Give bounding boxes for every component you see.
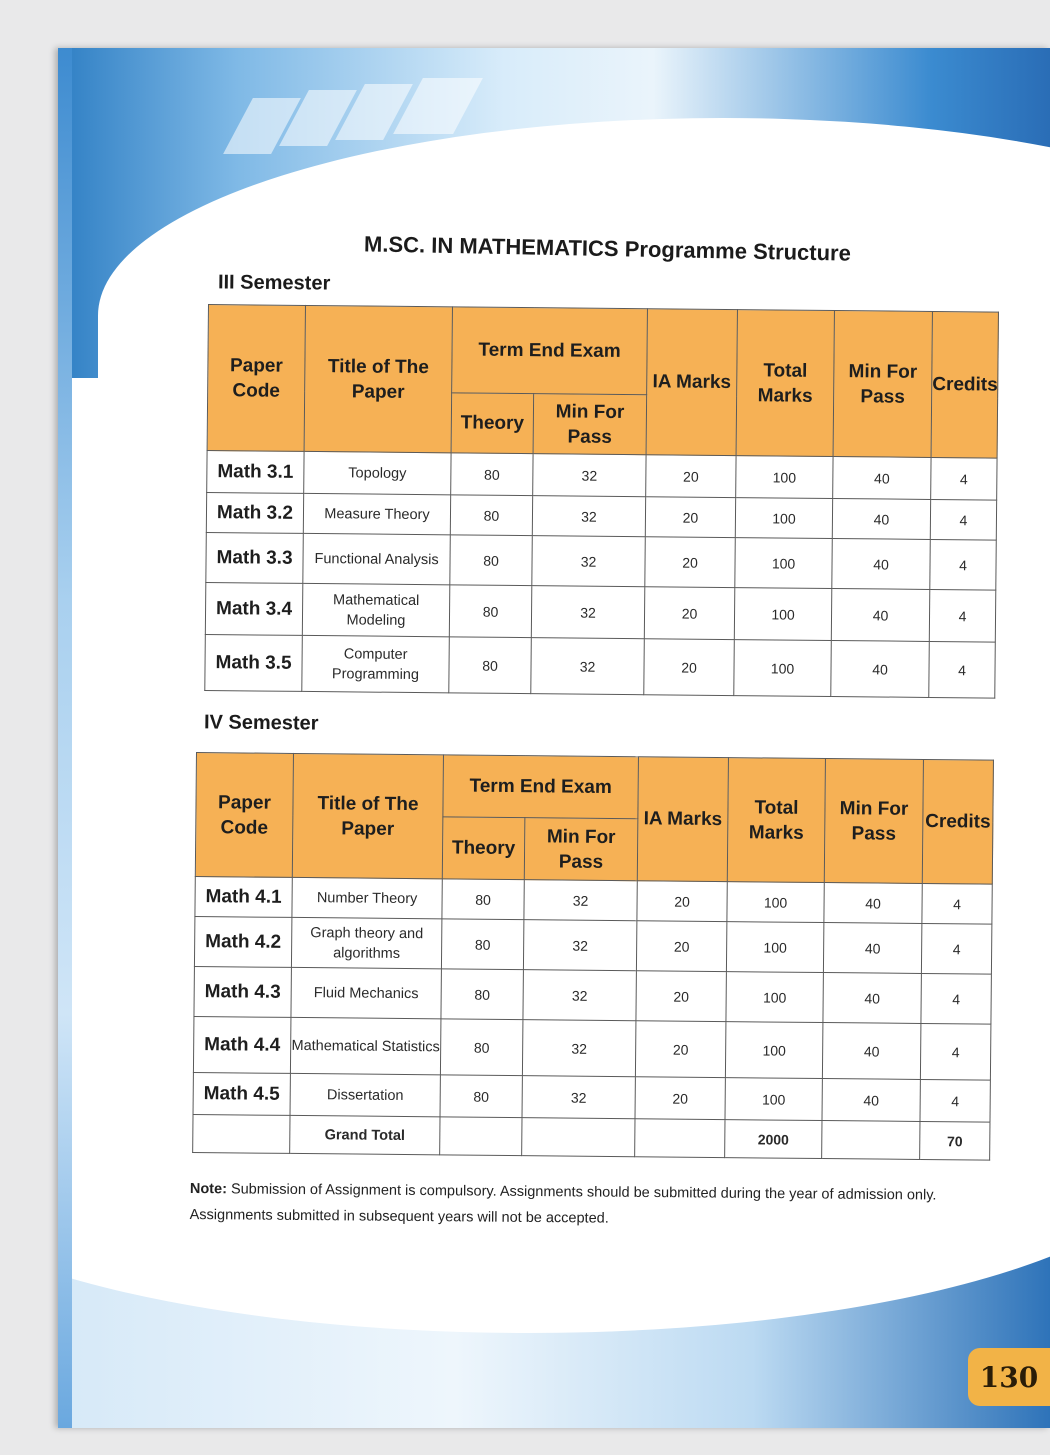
theory-min-pass-cell: 32: [533, 454, 646, 497]
document-page: [58, 48, 1050, 1428]
header-min-for-pass-sub: Min For Pass: [533, 394, 647, 455]
min-for-pass-cell: 40: [822, 1079, 920, 1122]
theory-marks-cell: 80: [451, 453, 533, 496]
theory-marks-cell: 80: [450, 495, 532, 536]
ia-marks-cell: 20: [636, 971, 726, 1022]
total-marks-cell: 100: [734, 588, 831, 641]
total-marks-cell: 100: [727, 882, 824, 923]
grand-total-row: [193, 1114, 990, 1160]
theory-marks-cell: 80: [449, 585, 531, 638]
total-marks-cell: 100: [736, 456, 833, 499]
theory-marks-cell: 80: [441, 919, 523, 970]
theory-min-pass-cell: 32: [532, 536, 645, 587]
paper-code-cell: Math 4.4: [193, 1016, 291, 1073]
assignment-note: [190, 1176, 980, 1235]
paper-code-cell: Math 3.1: [207, 450, 304, 493]
semester-4-table: [192, 752, 994, 1161]
ia-marks-cell: 20: [635, 1077, 725, 1120]
header-theory: Theory: [451, 393, 534, 454]
total-marks-cell: 100: [725, 1022, 823, 1079]
min-for-pass-cell: 40: [822, 1023, 921, 1080]
table-row: [194, 966, 991, 1024]
theory-min-pass-cell: 32: [532, 496, 645, 537]
grand-total-empty-cell: [193, 1114, 290, 1153]
min-for-pass-cell: 40: [832, 539, 930, 590]
header-title-of-paper: Title of The Paper: [304, 305, 452, 452]
header-min-for-pass: Min For Pass: [824, 759, 923, 884]
paper-code-cell: Math 4.3: [194, 966, 291, 1017]
ia-marks-cell: 20: [646, 455, 736, 498]
min-for-pass-cell: 40: [823, 973, 921, 1024]
grand-total-label: Grand Total: [290, 1115, 440, 1154]
header-min-for-pass: Min For Pass: [833, 311, 932, 458]
theory-min-pass-cell: 32: [524, 880, 637, 921]
theory-marks-cell: 80: [440, 1075, 522, 1118]
ia-marks-cell: 20: [644, 639, 735, 696]
theory-marks-cell: 80: [440, 1019, 523, 1076]
credits-cell: 4: [922, 883, 992, 924]
header-theory: Theory: [442, 817, 525, 880]
header-paper-code: Paper Code: [195, 753, 293, 878]
theory-min-pass-cell: 32: [523, 970, 636, 1021]
paper-title-cell: Number Theory: [292, 877, 442, 918]
grand-total-marks: 2000: [725, 1120, 822, 1159]
min-for-pass-cell: 40: [824, 883, 922, 924]
theory-marks-cell: 80: [442, 879, 524, 920]
paper-code-cell: Math 4.5: [193, 1072, 290, 1115]
header-ia-marks: IA Marks: [646, 309, 737, 456]
semester-3-label: III Semester: [217, 271, 331, 295]
total-marks-cell: 100: [726, 972, 823, 1023]
left-page-edge: [58, 48, 72, 1428]
min-for-pass-cell: 40: [831, 640, 930, 697]
paper-title-cell: Dissertation: [290, 1073, 440, 1116]
header-credits: Credits: [922, 759, 993, 884]
theory-min-pass-cell: 32: [522, 1020, 636, 1077]
min-for-pass-cell: 40: [823, 923, 921, 974]
note-text: Submission of Assignment is compulsory. Assignments should be submitted during the year of admission only. Assignments submitted in subsequent years will not be accepted.: [189, 1181, 937, 1227]
total-marks-cell: 100: [735, 538, 832, 589]
paper-code-cell: Math 3.4: [205, 582, 302, 635]
ia-marks-cell: 20: [635, 1021, 726, 1078]
grand-total-credits: 70: [920, 1121, 990, 1160]
grand-total-empty-cell: [522, 1118, 635, 1157]
paper-code-cell: Math 3.2: [206, 492, 303, 533]
theory-min-pass-cell: 32: [523, 920, 636, 971]
credits-cell: 4: [931, 457, 997, 500]
header-total-marks: Total Marks: [727, 758, 825, 883]
credits-cell: 4: [929, 641, 996, 698]
credits-cell: 4: [930, 499, 996, 540]
header-term-end-exam: Term End Exam: [452, 307, 648, 395]
grand-total-empty-cell: [440, 1117, 522, 1156]
credits-cell: 4: [929, 589, 995, 642]
header-min-for-pass-sub: Min For Pass: [524, 818, 638, 881]
credits-cell: 4: [930, 539, 996, 590]
paper-title-cell: Mathematical Modeling: [302, 583, 449, 636]
ia-marks-cell: 20: [636, 921, 726, 972]
min-for-pass-cell: 40: [831, 589, 929, 642]
header-total-marks: Total Marks: [736, 310, 834, 457]
header-paper-code: Paper Code: [207, 305, 305, 452]
paper-code-cell: Math 4.1: [195, 876, 292, 917]
paper-title-cell: Graph theory and algorithms: [291, 917, 441, 968]
theory-min-pass-cell: 32: [531, 586, 645, 639]
semester-4-label: IV Semester: [203, 711, 319, 735]
table-row: [193, 1016, 991, 1080]
credits-cell: 4: [920, 1023, 991, 1080]
page-title: M.SC. IN MATHEMATICS Programme Structure: [363, 231, 852, 266]
ia-marks-cell: 20: [637, 881, 727, 922]
paper-title-cell: Functional Analysis: [303, 533, 450, 584]
paper-code-cell: Math 3.3: [206, 532, 303, 583]
paper-title-cell: Topology: [304, 451, 451, 494]
grand-total-empty-cell: [635, 1119, 725, 1158]
paper-title-cell: Fluid Mechanics: [291, 967, 441, 1018]
paper-title-cell: Mathematical Statistics: [290, 1017, 441, 1074]
theory-marks-cell: 80: [449, 637, 532, 694]
note-label: Note:: [189, 1180, 228, 1198]
grand-total-empty-cell: [822, 1121, 920, 1160]
header-term-end-exam: Term End Exam: [443, 755, 639, 819]
min-for-pass-cell: 40: [833, 457, 931, 500]
header-ia-marks: IA Marks: [637, 757, 728, 882]
header-title-of-paper: Title of The Paper: [292, 753, 443, 878]
table-row: [194, 916, 991, 974]
semester-3-table: [204, 304, 999, 699]
min-for-pass-cell: 40: [832, 499, 930, 540]
credits-cell: 4: [920, 1079, 990, 1122]
theory-min-pass-cell: 32: [531, 638, 645, 695]
theory-min-pass-cell: 32: [522, 1076, 635, 1119]
ia-marks-cell: 20: [645, 537, 735, 588]
credits-cell: 4: [921, 973, 991, 1024]
table-row: [205, 582, 995, 642]
theory-marks-cell: 80: [450, 535, 532, 586]
total-marks-cell: 100: [725, 1078, 822, 1121]
paper-title-cell: Computer Programming: [302, 635, 450, 692]
page-number: 130: [968, 1348, 1050, 1406]
total-marks-cell: 100: [726, 922, 823, 973]
table-row: [206, 532, 996, 590]
ia-marks-cell: 20: [645, 497, 735, 538]
header-credits: Credits: [931, 311, 998, 458]
paper-code-cell: Math 3.5: [205, 634, 303, 691]
total-marks-cell: 100: [734, 640, 832, 697]
table-row: [205, 634, 996, 698]
total-marks-cell: 100: [735, 498, 832, 539]
paper-code-cell: Math 4.2: [194, 916, 291, 967]
theory-marks-cell: 80: [441, 969, 523, 1020]
paper-title-cell: Measure Theory: [303, 493, 450, 534]
ia-marks-cell: 20: [644, 587, 734, 640]
credits-cell: 4: [921, 923, 991, 974]
